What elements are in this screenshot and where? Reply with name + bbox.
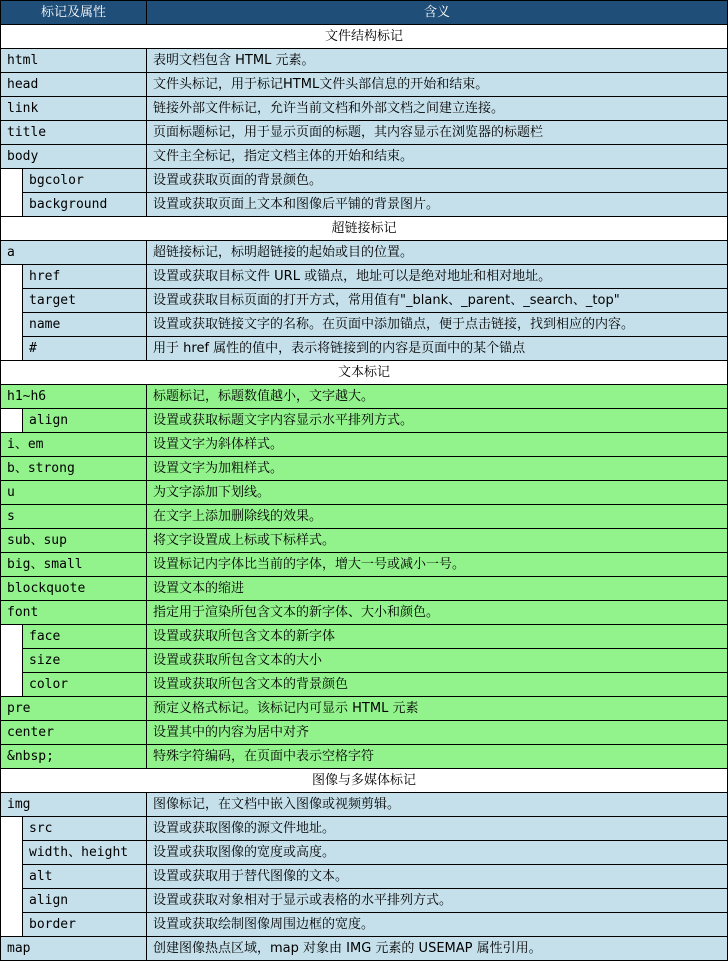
indent-spacer xyxy=(1,265,23,361)
table-row xyxy=(1,193,728,217)
table-row xyxy=(1,793,728,817)
attribute-name-cell: color xyxy=(23,673,147,697)
section-header-row xyxy=(1,217,728,241)
section-title: 文件结构标记 xyxy=(1,25,728,49)
description-cell: 用于 href 属性的值中，表示将链接到的内容是页面中的某个锚点 xyxy=(147,337,728,361)
description-cell: 设置或获取页面上文本和图像后平铺的背景图片。 xyxy=(147,193,728,217)
description-cell: 设置或获取绘制图像周围边框的宽度。 xyxy=(147,913,728,937)
table-row xyxy=(1,553,728,577)
description-cell: 设置其中的内容为居中对齐 xyxy=(147,721,728,745)
tag-name-cell: a xyxy=(1,241,147,265)
description-cell: 为文字添加下划线。 xyxy=(147,481,728,505)
description-cell: 设置文本的缩进 xyxy=(147,577,728,601)
tag-name-cell: img xyxy=(1,793,147,817)
section-header-row xyxy=(1,769,728,793)
description-cell: 设置或获取图像的源文件地址。 xyxy=(147,817,728,841)
description-cell: 链接外部文件标记，允许当前文档和外部文档之间建立连接。 xyxy=(147,97,728,121)
section-title: 图像与多媒体标记 xyxy=(1,769,728,793)
tag-name-cell: title xyxy=(1,121,147,145)
attribute-name-cell: target xyxy=(23,289,147,313)
table-row xyxy=(1,265,728,289)
table-row xyxy=(1,601,728,625)
header-tag-column: 标记及属性 xyxy=(1,1,147,25)
tag-name-cell: head xyxy=(1,73,147,97)
section-title: 文本标记 xyxy=(1,361,728,385)
table-row xyxy=(1,73,728,97)
description-cell: 预定义格式标记。该标记内可显示 HTML 元素 xyxy=(147,697,728,721)
table-row xyxy=(1,889,728,913)
description-cell: 文件头标记，用于标记HTML文件头部信息的开始和结束。 xyxy=(147,73,728,97)
table-row xyxy=(1,673,728,697)
table-row xyxy=(1,385,728,409)
tag-name-cell: s xyxy=(1,505,147,529)
table-row xyxy=(1,409,728,433)
tag-name-cell: i、em xyxy=(1,433,147,457)
tag-name-cell: u xyxy=(1,481,147,505)
description-cell: 将文字设置成上标或下标样式。 xyxy=(147,529,728,553)
description-cell: 设置或获取目标文件 URL 或锚点，地址可以是绝对地址和相对地址。 xyxy=(147,265,728,289)
table-row xyxy=(1,937,728,961)
description-cell: 文件主全标记，指定文档主体的开始和结束。 xyxy=(147,145,728,169)
description-cell: 设置或获取图像的宽度或高度。 xyxy=(147,841,728,865)
table-row xyxy=(1,505,728,529)
tag-name-cell: big、small xyxy=(1,553,147,577)
table-row xyxy=(1,121,728,145)
indent-spacer xyxy=(1,169,23,217)
table-row xyxy=(1,529,728,553)
attribute-name-cell: bgcolor xyxy=(23,169,147,193)
tag-name-cell: link xyxy=(1,97,147,121)
table-row xyxy=(1,913,728,937)
description-cell: 指定用于渲染所包含文本的新字体、大小和颜色。 xyxy=(147,601,728,625)
table-row xyxy=(1,625,728,649)
attribute-name-cell: name xyxy=(23,313,147,337)
table-row xyxy=(1,577,728,601)
description-cell: 设置文字为加粗样式。 xyxy=(147,457,728,481)
tag-name-cell: sub、sup xyxy=(1,529,147,553)
table-row xyxy=(1,721,728,745)
table-row xyxy=(1,649,728,673)
tag-name-cell: blockquote xyxy=(1,577,147,601)
table-row xyxy=(1,289,728,313)
description-cell: 设置或获取页面的背景颜色。 xyxy=(147,169,728,193)
description-cell: 标题标记，标题数值越小，文字越大。 xyxy=(147,385,728,409)
attribute-name-cell: width、height xyxy=(23,841,147,865)
tag-name-cell: html xyxy=(1,49,147,73)
attribute-name-cell: href xyxy=(23,265,147,289)
description-cell: 超链接标记，标明超链接的起始或目的位置。 xyxy=(147,241,728,265)
attribute-name-cell: alt xyxy=(23,865,147,889)
description-cell: 设置标记内字体比当前的字体，增大一号或减小一号。 xyxy=(147,553,728,577)
attribute-name-cell: align xyxy=(23,409,147,433)
tag-name-cell: body xyxy=(1,145,147,169)
tag-name-cell: b、strong xyxy=(1,457,147,481)
description-cell: 设置或获取链接文字的名称。在页面中添加锚点，便于点击链接，找到相应的内容。 xyxy=(147,313,728,337)
tag-name-cell: map xyxy=(1,937,147,961)
table-row xyxy=(1,49,728,73)
table-row xyxy=(1,481,728,505)
description-cell: 图像标记，在文档中嵌入图像或视频剪辑。 xyxy=(147,793,728,817)
table-row xyxy=(1,433,728,457)
section-header-row xyxy=(1,361,728,385)
table-row xyxy=(1,457,728,481)
indent-spacer xyxy=(1,817,23,937)
attribute-name-cell: size xyxy=(23,649,147,673)
table-row xyxy=(1,241,728,265)
table-row xyxy=(1,337,728,361)
table-row xyxy=(1,841,728,865)
attribute-name-cell: # xyxy=(23,337,147,361)
table-row xyxy=(1,169,728,193)
description-cell: 设置或获取所包含文本的背景颜色 xyxy=(147,673,728,697)
table-body xyxy=(1,25,728,961)
description-cell: 设置或获取标题文字内容显示水平排列方式。 xyxy=(147,409,728,433)
table-row xyxy=(1,313,728,337)
tag-name-cell: &nbsp; xyxy=(1,745,147,769)
tag-name-cell: h1~h6 xyxy=(1,385,147,409)
attribute-name-cell: face xyxy=(23,625,147,649)
attribute-name-cell: border xyxy=(23,913,147,937)
table-row xyxy=(1,97,728,121)
description-cell: 设置文字为斜体样式。 xyxy=(147,433,728,457)
table-row xyxy=(1,865,728,889)
description-cell: 在文字上添加删除线的效果。 xyxy=(147,505,728,529)
table-row xyxy=(1,145,728,169)
description-cell: 设置或获取对象相对于显示或表格的水平排列方式。 xyxy=(147,889,728,913)
description-cell: 设置或获取所包含文本的新字体 xyxy=(147,625,728,649)
indent-spacer xyxy=(1,625,23,697)
header-meaning-column: 含义 xyxy=(147,1,728,25)
table-row xyxy=(1,745,728,769)
table-header-row xyxy=(1,1,728,25)
description-cell: 特殊字符编码，在页面中表示空格字符 xyxy=(147,745,728,769)
table-row xyxy=(1,817,728,841)
description-cell: 设置或获取用于替代图像的文本。 xyxy=(147,865,728,889)
attribute-name-cell: src xyxy=(23,817,147,841)
description-cell: 创建图像热点区域，map 对象由 IMG 元素的 USEMAP 属性引用。 xyxy=(147,937,728,961)
indent-spacer xyxy=(1,409,23,433)
attribute-name-cell: background xyxy=(23,193,147,217)
section-header-row xyxy=(1,25,728,49)
description-cell: 表明文档包含 HTML 元素。 xyxy=(147,49,728,73)
section-title: 超链接标记 xyxy=(1,217,728,241)
tag-name-cell: font xyxy=(1,601,147,625)
attribute-name-cell: align xyxy=(23,889,147,913)
description-cell: 设置或获取所包含文本的大小 xyxy=(147,649,728,673)
tag-name-cell: pre xyxy=(1,697,147,721)
table-row xyxy=(1,697,728,721)
tag-name-cell: center xyxy=(1,721,147,745)
description-cell: 设置或获取目标页面的打开方式，常用值有"_blank、_parent、_search、_top" xyxy=(147,289,728,313)
description-cell: 页面标题标记，用于显示页面的标题，其内容显示在浏览器的标题栏 xyxy=(147,121,728,145)
